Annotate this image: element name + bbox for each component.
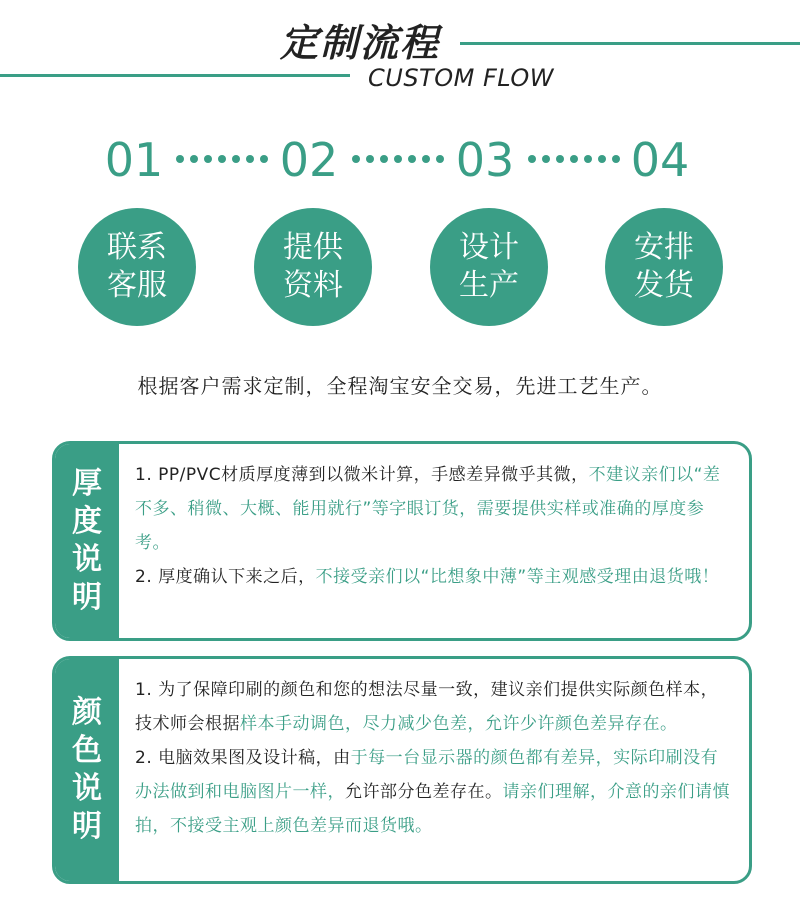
- step-label-line2: 资料: [283, 268, 343, 303]
- step-number: 02: [279, 133, 339, 187]
- step-circle-design: [430, 208, 548, 326]
- paragraph-1: 1. 为了保障印刷的颜色和您的想法尽量一致，建议亲们提供实际颜色样本，技术师会根据样本手动调色，尽力减少色差，允许少许颜色差异存在。: [135, 680, 719, 734]
- step-number: 03: [455, 133, 515, 187]
- divider-line-right: [460, 42, 800, 45]
- header: [0, 0, 800, 110]
- step-label-line2: 生产: [459, 268, 519, 303]
- step-label-line2: 客服: [107, 268, 167, 303]
- paragraph-2: 2. 厚度确认下来之后，不接受亲们以“比想象中薄”等主观感受理由退货哦！: [135, 567, 720, 587]
- step-circle-shipping: [605, 208, 723, 326]
- paragraph-1: 1. PP/PVC材质厚度薄到以微米计算，手感差异微乎其微，不建议亲们以“差不多、稍微、大概、能用就行”等字眼订货，需要提供实样或准确的厚度参考。: [135, 465, 721, 553]
- dots-connector: [528, 152, 620, 166]
- step-circle-materials: [254, 208, 372, 326]
- card-text: [135, 458, 735, 594]
- step-label-line1: 联系: [107, 230, 167, 265]
- step-numbers: [0, 130, 800, 190]
- dots-connector: [176, 152, 268, 166]
- step-label-line1: 安排: [634, 230, 694, 265]
- card-text: [135, 673, 735, 843]
- card-label-thickness: 厚 度 说 明: [55, 444, 119, 638]
- process-description: 根据客户需求定制，全程淘宝安全交易，先进工艺生产。: [137, 374, 663, 398]
- step-label-line1: 设计: [459, 230, 519, 265]
- step-label-line1: 提供: [283, 230, 343, 265]
- step-number: 04: [630, 133, 690, 187]
- card-label-color: 颜 色 说 明: [55, 659, 119, 881]
- thickness-notice-card: [52, 441, 752, 641]
- divider-line-left: [0, 74, 350, 77]
- page-title: 定制流程: [280, 21, 441, 65]
- step-label-line2: 发货: [634, 268, 694, 303]
- page-subtitle-en: CUSTOM FLOW: [368, 64, 555, 92]
- dots-connector: [352, 152, 444, 166]
- step-number: 01: [104, 133, 164, 187]
- paragraph-2: 2. 电脑效果图及设计稿，由于每一台显示器的颜色都有差异，实际印刷没有办法做到和电脑图片一样，允许部分色差存在。请亲们理解，介意的亲们请慎拍，不接受主观上颜色差异而退货哦。: [135, 748, 730, 836]
- step-circle-contact: [78, 208, 196, 326]
- color-notice-card: [52, 656, 752, 884]
